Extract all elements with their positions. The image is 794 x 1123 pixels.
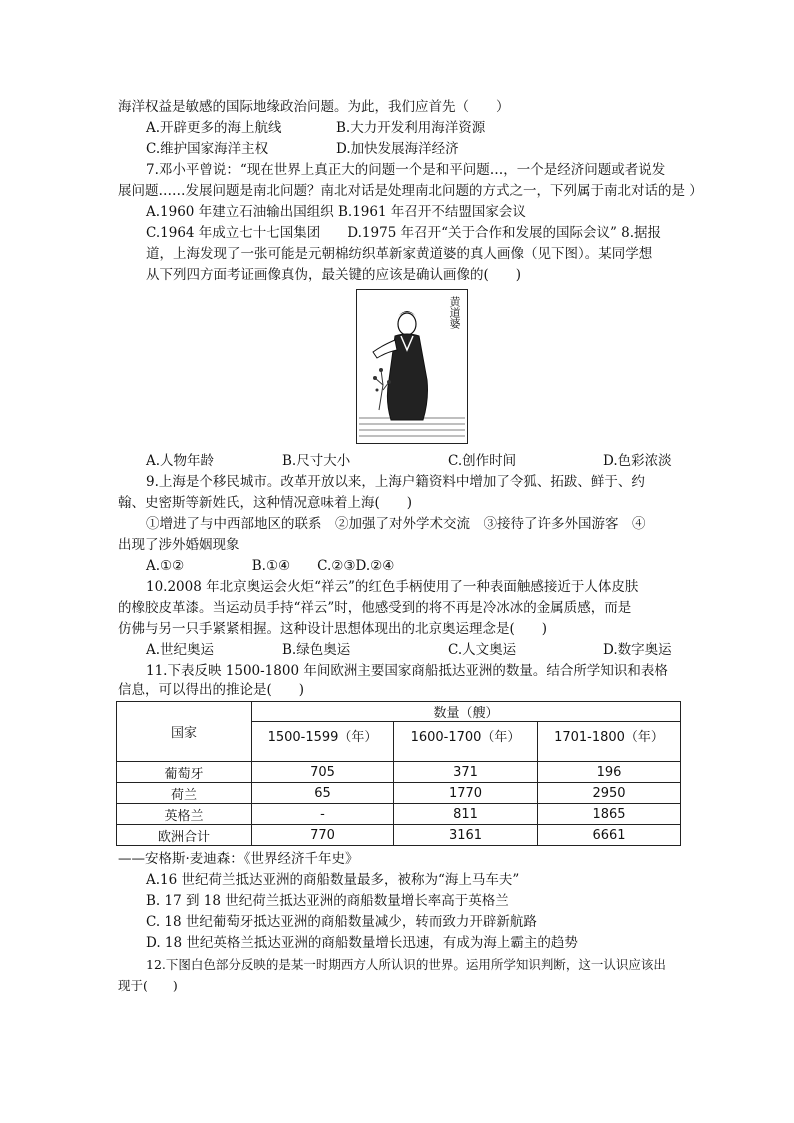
table-header-quantity: 数量（艘）	[252, 702, 681, 722]
table-header-period: 1500-1599（年）	[252, 722, 394, 762]
q11-stem-line2: 信息，可以得出的推论是( )	[118, 682, 305, 698]
q6-option-d: D.加快发展海洋经济	[336, 141, 459, 157]
q10-stem-line2: 的橡胶皮革漆。当运动员手持“祥云”时，他感受到的将不再是冷冰冰的金属质感，而是	[118, 600, 632, 616]
q10-option-b: B.绿色奥运	[282, 642, 351, 658]
q7-stem-line2: 展问题……发展问题是南北问题？南北对话是处理南北问题的方式之一，下列属于南北对话的是 ）	[118, 183, 703, 199]
q6-stem: 海洋权益是敏感的国际地缘政治问题。为此，我们应首先（ ）	[118, 99, 510, 115]
huang-daopo-portrait	[356, 289, 468, 444]
q7-stem-line1: 7.邓小平曾说：“现在世界上真正大的问题一个是和平问题…，一个是经济问题或者说发	[146, 162, 666, 178]
table-cell: 1865	[538, 804, 681, 825]
table-cell-country: 葡萄牙	[117, 762, 252, 783]
table-cell: -	[252, 804, 394, 825]
q7-options-line2: C.1964 年成立七十七国集团 D.1975 年召开“关于合作和发展的国际会议” 8.据报	[146, 225, 662, 241]
q8-option-d: D.色彩浓淡	[603, 453, 672, 469]
table-cell: 196	[538, 762, 681, 783]
q9-items-line2: 出现了涉外婚姻现象	[118, 537, 240, 553]
table-row	[117, 804, 681, 825]
q10-option-c: C.人文奥运	[448, 642, 517, 658]
table-cell: 65	[252, 783, 394, 804]
q11-stem-line1: 11.下表反映 1500-1800 年间欧洲主要国家商船抵达亚洲的数量。结合所学知识和表格	[146, 663, 668, 679]
table-row	[117, 783, 681, 804]
q9-stem-line2: 翰、史密斯等新姓氏，这种情况意味着上海( )	[118, 495, 413, 511]
table-row	[117, 762, 681, 783]
q8-option-b: B.尺寸大小	[282, 453, 351, 469]
q8-option-c: C.创作时间	[448, 453, 517, 469]
q11-option-b: B. 17 到 18 世纪荷兰抵达亚洲的商船数量增长率高于英格兰	[146, 893, 509, 909]
q10-option-a: A.世纪奥运	[146, 642, 215, 658]
table-cell: 811	[394, 804, 538, 825]
q8-option-a: A.人物年龄	[146, 453, 215, 469]
q6-option-a: A.开辟更多的海上航线	[146, 120, 282, 136]
q10-stem-line3: 仿佛与另一只手紧紧相握。这种设计思想体现出的北京奥运理念是( )	[118, 621, 548, 637]
q9-options: A.①② B.①④ C.②③D.②④	[146, 558, 395, 574]
q11-source: ——安格斯·麦迪森：《世界经济千年史》	[118, 851, 359, 867]
q6-option-c: C.维护国家海洋主权	[146, 141, 269, 157]
table-cell: 3161	[394, 825, 538, 846]
q11-option-c: C. 18 世纪葡萄牙抵达亚洲的商船数量减少，转而致力开辟新航路	[146, 914, 537, 930]
portrait-caption: 黄道婆	[448, 296, 461, 329]
ship-arrivals-table	[116, 701, 681, 846]
table-cell-country: 荷兰	[117, 783, 252, 804]
table-cell: 6661	[538, 825, 681, 846]
table-cell: 371	[394, 762, 538, 783]
q10-option-d: D.数字奥运	[603, 642, 672, 658]
table-header-country: 国家	[117, 702, 252, 762]
table-header-period: 1600-1700（年）	[394, 722, 538, 762]
q12-stem-line2: 现于( )	[118, 978, 178, 993]
q8-stem-line1: 道，上海发现了一张可能是元朝棉纺织革新家黄道婆的真人画像（见下图）。某同学想	[146, 246, 653, 262]
q7-options-line1: A.1960 年建立石油输出国组织 B.1961 年召开不结盟国家会议	[146, 204, 526, 220]
table-cell-country: 英格兰	[117, 804, 252, 825]
q11-option-d: D. 18 世纪英格兰抵达亚洲的商船数量增长迅速，有成为海上霸主的趋势	[146, 935, 578, 951]
q11-option-a: A.16 世纪荷兰抵达亚洲的商船数量最多，被称为“海上马车夫”	[146, 872, 520, 888]
table-header-period: 1701-1800（年）	[538, 722, 681, 762]
table-cell: 2950	[538, 783, 681, 804]
q9-stem-line1: 9.上海是个移民城市。改革开放以来，上海户籍资料中增加了令狐、拓跋、鲜于、约	[146, 474, 645, 490]
q9-items-line1: ①增进了与中西部地区的联系 ②加强了对外学术交流 ③接待了许多外国游客 ④	[146, 516, 646, 532]
table-cell: 1770	[394, 783, 538, 804]
table-cell-country: 欧洲合计	[117, 825, 252, 846]
table-cell: 705	[252, 762, 394, 783]
q10-stem-line1: 10.2008 年北京奥运会火炬“祥云”的红色手柄使用了一种表面触感接近于人体皮肤	[146, 579, 639, 595]
table-cell: 770	[252, 825, 394, 846]
q8-stem-line2: 从下列四方面考证画像真伪，最关键的应该是确认画像的( )	[146, 267, 522, 283]
q6-option-b: B.大力开发利用海洋资源	[336, 120, 486, 136]
q12-stem-line1: 12.下图白色部分反映的是某一时期西方人所认识的世界。运用所学知识判断，这一认识应该出	[146, 957, 666, 972]
table-row	[117, 825, 681, 846]
